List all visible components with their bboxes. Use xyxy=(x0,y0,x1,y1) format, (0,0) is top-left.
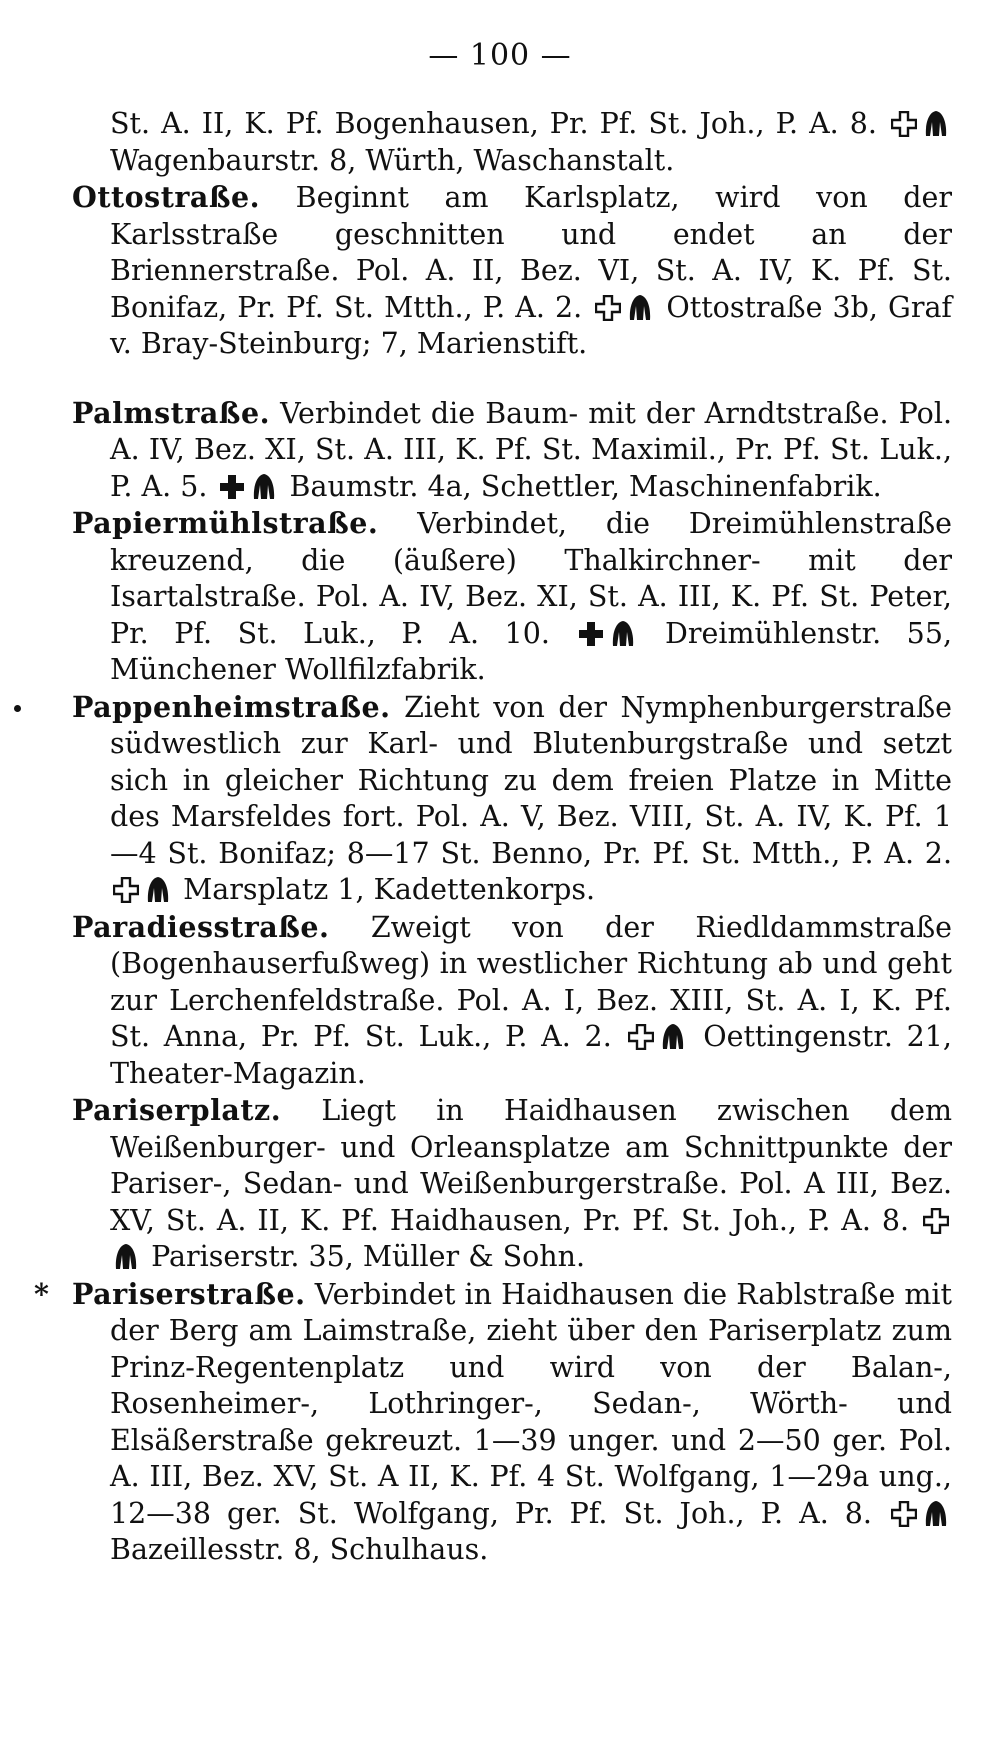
entry-landmark: Oettingenstr. 21, Theater-Magazin. xyxy=(110,1020,952,1090)
entry-landmark: Baumstr. 4a, Schettler, Maschinenfabrik. xyxy=(289,469,882,503)
entry-headword: Ottostraße. xyxy=(72,180,261,214)
directory-entry-continuation xyxy=(72,106,952,179)
directory-entry-pariserstrasse xyxy=(34,1276,953,1569)
fire-helmet-icon xyxy=(145,875,171,903)
entry-text: Verbindet, die Dreimühlenstraße kreuzend, die (äußere) Thalkirchner- mit der Isartalstraße. Pol. A. IV, Bez. XI, St. A. III, K. Pf. St. Peter, Pr. Pf. St. Luk., P. A. 10. xyxy=(110,507,953,650)
entry-headword: Pariserplatz. xyxy=(72,1093,282,1127)
entry-text: Liegt in Haidhausen zwischen dem Weißenburger- und Orleansplatze am Schnittpunkte der Pariser-, Sedan- und Weißenburgerstraße. Pol. A III, Bez. XV, St. A. II, K. Pf. Haidhausen, Pr. Pf. St. Joh., P. A. 8. xyxy=(110,1094,952,1237)
fire-helmet-icon xyxy=(610,619,636,647)
open-cross-icon xyxy=(891,1501,917,1527)
entry-landmark: Bazeillesstr. 8, Schulhaus. xyxy=(110,1533,489,1566)
open-cross-icon xyxy=(923,1208,949,1234)
entry-text: Zweigt von der Riedldammstraße (Bogenhauserfußweg) in westlicher Richtung ab und geht zur Lerchenfeldstraße. Pol. A. I, Bez. XIII, St. A. I, K. Pf. St. Anna, Pr. Pf. St. Luk., P. A. 2. xyxy=(110,910,953,1053)
entry-text: Verbindet in Haidhausen die Rablstraße mit der Berg am Laimstraße, zieht über den Pariserplatz zum Prinz-Regentenplatz und wird von der Balan-, Rosenheimer-, Lothringer-, Sedan-, Wörth- und Elsäßerstraße gekreuzt. 1—39 unger. und 2—50 ger. Pol. A. III, Bez. XV, St. A II, K. Pf. 4 St. Wolfgang, 1—29a ung., 12—38 ger. St. Wolfgang, Pr. Pf. St. Joh., P. A. 8. xyxy=(110,1277,953,1530)
solid-cross-icon xyxy=(578,621,604,647)
entry-landmark: Pariserstr. 35, Müller & Sohn. xyxy=(151,1240,586,1273)
entry-text: Verbindet die Baum- mit der Arndtstraße. Pol. A. IV, Bez. XI, St. A. III, K. Pf. St. Maximil., Pr. Pf. St. Luk., P. A. 5. xyxy=(110,396,953,503)
ink-speck xyxy=(14,705,21,712)
entry-headword: Papiermühlstraße. xyxy=(72,506,379,540)
open-cross-icon xyxy=(113,877,139,903)
directory-entry-paradiesstrasse xyxy=(72,909,952,1093)
solid-cross-icon xyxy=(219,474,245,500)
street-directory xyxy=(34,106,953,1569)
fire-helmet-icon xyxy=(251,472,277,500)
entry-landmark: Wagenbaurstr. 8, Würth, Waschanstalt. xyxy=(110,143,675,177)
fire-helmet-icon xyxy=(923,1499,949,1527)
entry-headword: Pariserstraße. xyxy=(72,1276,306,1311)
open-cross-icon xyxy=(891,111,917,137)
directory-entry-ottostrasse xyxy=(72,179,952,363)
fire-helmet-icon xyxy=(923,109,949,137)
entry-landmark: Ottostraße 3b, Graf v. Bray-Steinburg; 7, Marienstift. xyxy=(110,290,952,360)
entry-headword: Palmstraße. xyxy=(72,395,271,430)
entry-headword: Pappenheimstraße. xyxy=(72,689,391,724)
page-number: — 100 — xyxy=(428,38,572,73)
entry-text: St. A. II, K. Pf. Bogenhausen, Pr. Pf. St. Joh., P. A. 8. xyxy=(110,107,877,140)
directory-entry-papiermuehlstrasse xyxy=(72,505,952,689)
open-cross-icon xyxy=(628,1024,654,1050)
entry-text: Beginnt am Karlsplatz, wird von der Karlsstraße geschnitten und endet an der Briennerstraße. Pol. A. II, Bez. VI, St. A. IV, K. Pf. St. Bonifaz, Pr. Pf. St. Mtth., P. A. 2. xyxy=(110,181,952,324)
entry-text: Zieht von der Nymphenburgerstraße südwestlich zur Karl- und Blutenburgstraße und setzt sich in gleicher Richtung zu dem freien Platze in Mitte des Marsfeldes fort. Pol. A. V, Bez. VIII, St. A. IV, K. Pf. 1—4 St. Bonifaz; 8—17 St. Benno, Pr. Pf. St. Mtth., P. A. 2. xyxy=(110,690,952,870)
fire-helmet-icon xyxy=(627,293,653,321)
entry-marker: * xyxy=(34,1276,49,1311)
entry-landmark: Dreimühlenstr. 55, Münchener Wollfilzfabrik. xyxy=(110,616,953,686)
entry-landmark: Marsplatz 1, Kadettenkorps. xyxy=(183,873,596,906)
open-cross-icon xyxy=(595,295,621,321)
directory-entry-palmstrasse xyxy=(72,395,952,506)
fire-helmet-icon xyxy=(660,1022,686,1050)
fire-helmet-icon xyxy=(113,1242,139,1270)
directory-entry-pappenheimstrasse xyxy=(72,689,952,909)
directory-entry-pariserplatz xyxy=(72,1092,952,1276)
entry-headword: Paradiesstraße. xyxy=(72,909,330,944)
